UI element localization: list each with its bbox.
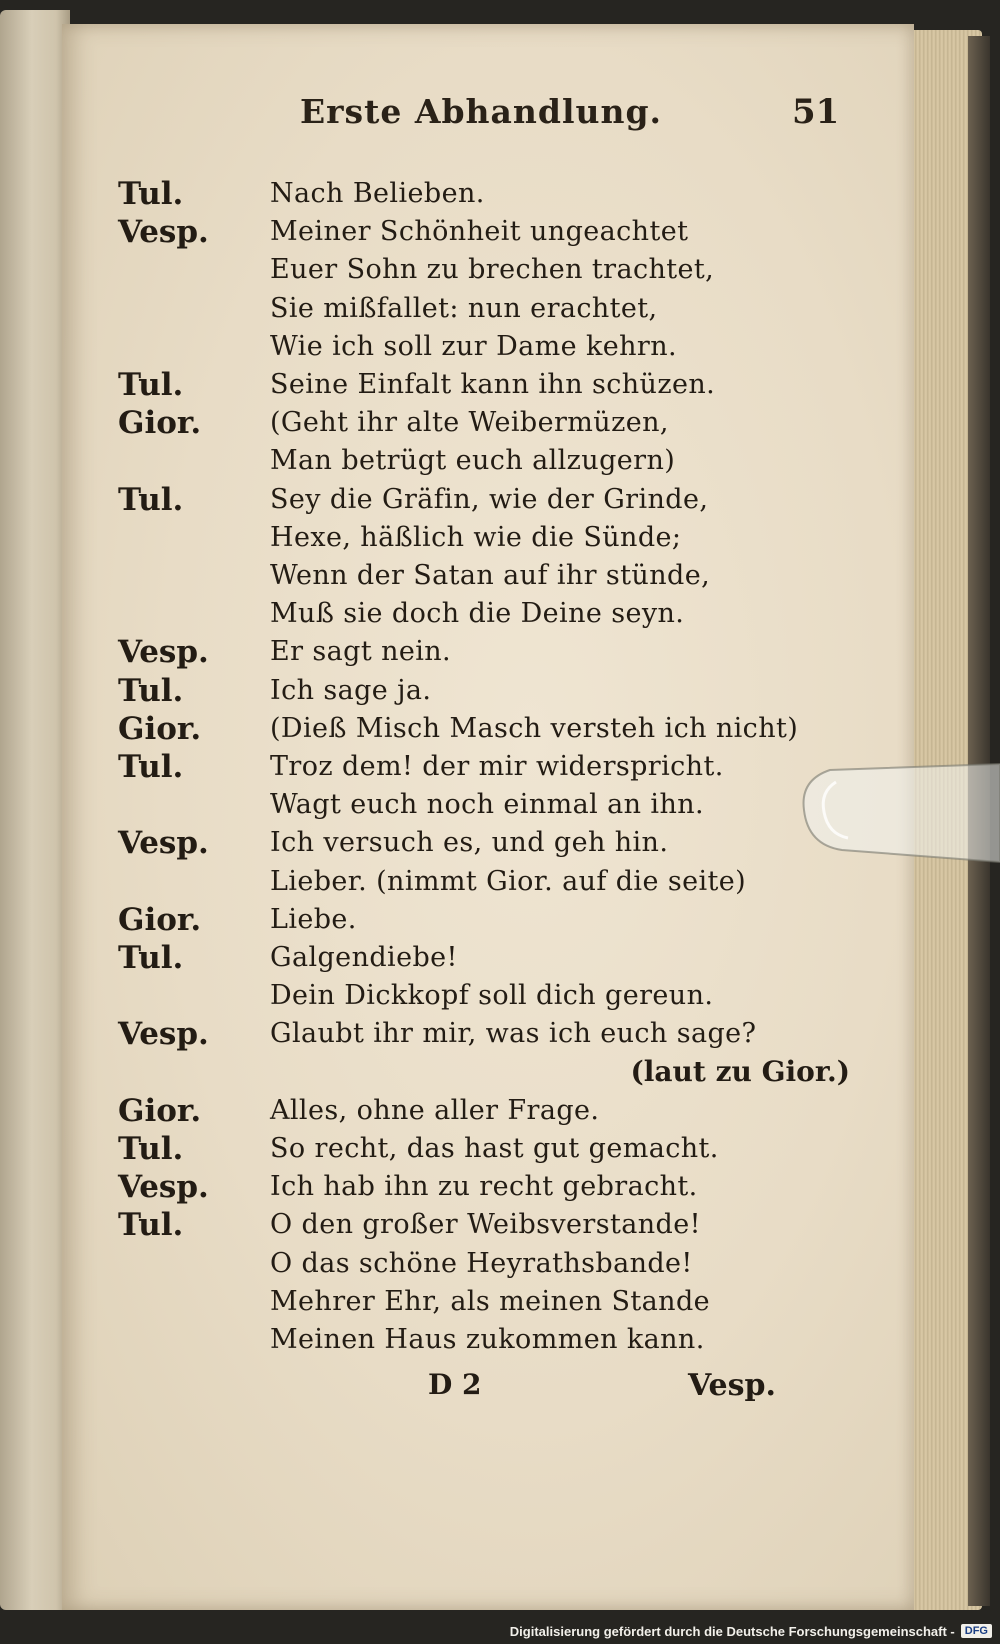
stage-direction-line [0, 1055, 1000, 1095]
verse-text: So recht, das hast gut gemacht. [270, 1133, 719, 1164]
speaker-name: Tul. [118, 672, 184, 709]
verse-line [0, 711, 1000, 751]
verse-line [0, 367, 1000, 407]
verse-text: Wenn der Satan auf ihr stünde, [270, 560, 711, 591]
digitization-credit [510, 1620, 992, 1642]
verse-line [0, 1131, 1000, 1171]
verse-line [0, 634, 1000, 674]
speaker-name: Vesp. [118, 1016, 209, 1053]
verse-text: Meiner Schönheit ungeachtet [270, 216, 689, 248]
verse-line [0, 1284, 1000, 1324]
verse-line [0, 1322, 1000, 1362]
verse-text: Sey die Gräfin, wie der Grinde, [270, 483, 709, 515]
verse-line [0, 673, 1000, 713]
verse-text: Muß sie doch die Deine seyn. [270, 598, 685, 630]
verse-text: Er sagt nein. [270, 636, 452, 668]
speaker-name: Gior. [118, 1092, 202, 1129]
verse-text: Lieber. (nimmt Gior. auf die seite) [270, 865, 747, 897]
page-header [62, 92, 914, 152]
verse-line [0, 176, 1000, 216]
verse-text: Ich versuch es, und geh hin. [270, 827, 669, 859]
verse-text: Alles, ohne aller Frage. [270, 1094, 600, 1126]
verse-text: Wie ich soll zur Dame kehrn. [270, 330, 677, 362]
verse-line [0, 482, 1000, 522]
verse-line [0, 443, 1000, 483]
verse-text: Nach Belieben. [270, 178, 485, 209]
running-title: Erste Abhandlung. [300, 92, 663, 131]
verse-text: Meinen Haus zukommen kann. [270, 1324, 705, 1355]
speaker-name: Tul. [118, 1131, 184, 1167]
verse-text: Mehrer Ehr, als meinen Stande [270, 1285, 711, 1317]
speaker-name: Tul. [118, 481, 184, 518]
speaker-name: Vesp. [118, 1169, 209, 1206]
credit-text: Digitalisierung gefördert durch die Deutsche Forschungsgemeinschaft - [509, 1623, 955, 1639]
verse-text: (Geht ihr alte Weibermüzen, [270, 407, 669, 439]
verse-line [0, 520, 1000, 560]
speaker-name: Vesp. [118, 214, 209, 251]
page-footer [0, 1368, 1000, 1412]
verse-line [0, 978, 1000, 1018]
verse-line [0, 1246, 1000, 1286]
speaker-name: Gior. [118, 901, 202, 938]
verse-line [0, 329, 1000, 369]
dfg-logo: DFG [961, 1624, 992, 1638]
stage-direction: (laut zu Gior.) [630, 1054, 850, 1088]
speaker-name: Vesp. [118, 634, 209, 671]
page-number: 51 [792, 92, 840, 132]
speaker-name: Tul. [118, 176, 184, 212]
speaker-name: Gior. [118, 405, 202, 442]
verse-text: O das schöne Heyrathsbande! [270, 1247, 693, 1279]
verse-text: Ich hab ihn zu recht gebracht. [270, 1171, 698, 1203]
verse-line [0, 291, 1000, 331]
verse-text: Hexe, häßlich wie die Sünde; [270, 521, 682, 553]
signature-mark: D 2 [428, 1368, 482, 1401]
speaker-name: Tul. [118, 367, 184, 403]
verse-text: Troz dem! der mir widerspricht. [270, 751, 724, 782]
speaker-name: Vesp. [118, 825, 209, 862]
verse-text: Wagt euch noch einmal an ihn. [270, 789, 705, 821]
verse-line [0, 405, 1000, 445]
verse-text: O den großer Weibsverstande! [270, 1209, 701, 1241]
page-clip-holder [790, 750, 1000, 870]
verse-line [0, 1169, 1000, 1209]
verse-line [0, 940, 1000, 980]
speaker-name: Tul. [118, 1207, 184, 1244]
verse-text: Liebe. [270, 903, 357, 935]
catchword: Vesp. [688, 1368, 776, 1403]
verse-text: Glaubt ihr mir, was ich euch sage? [270, 1018, 757, 1050]
verse-line [0, 596, 1000, 636]
verse-text: Man betrügt euch allzugern) [270, 445, 676, 477]
speaker-name: Tul. [118, 940, 184, 976]
speaker-name: Gior. [118, 710, 202, 747]
verse-text: Dein Dickkopf soll dich gereun. [270, 980, 714, 1012]
verse-line [0, 214, 1000, 254]
speaker-name: Tul. [118, 749, 184, 785]
verse-line [0, 1093, 1000, 1133]
verse-text: Galgendiebe! [270, 942, 458, 973]
verse-line [0, 1016, 1000, 1056]
verse-line [0, 902, 1000, 942]
verse-text: Sie mißfallet: nun erachtet, [270, 292, 658, 324]
verse-text: Seine Einfalt kann ihn schüzen. [270, 369, 716, 400]
verse-text: Ich sage ja. [270, 674, 432, 706]
verse-text: Euer Sohn zu brechen trachtet, [270, 254, 715, 286]
verse-line [0, 1207, 1000, 1247]
verse-text: (Dieß Misch Masch versteh ich nicht) [270, 712, 799, 744]
verse-line [0, 558, 1000, 598]
verse-line [0, 252, 1000, 292]
